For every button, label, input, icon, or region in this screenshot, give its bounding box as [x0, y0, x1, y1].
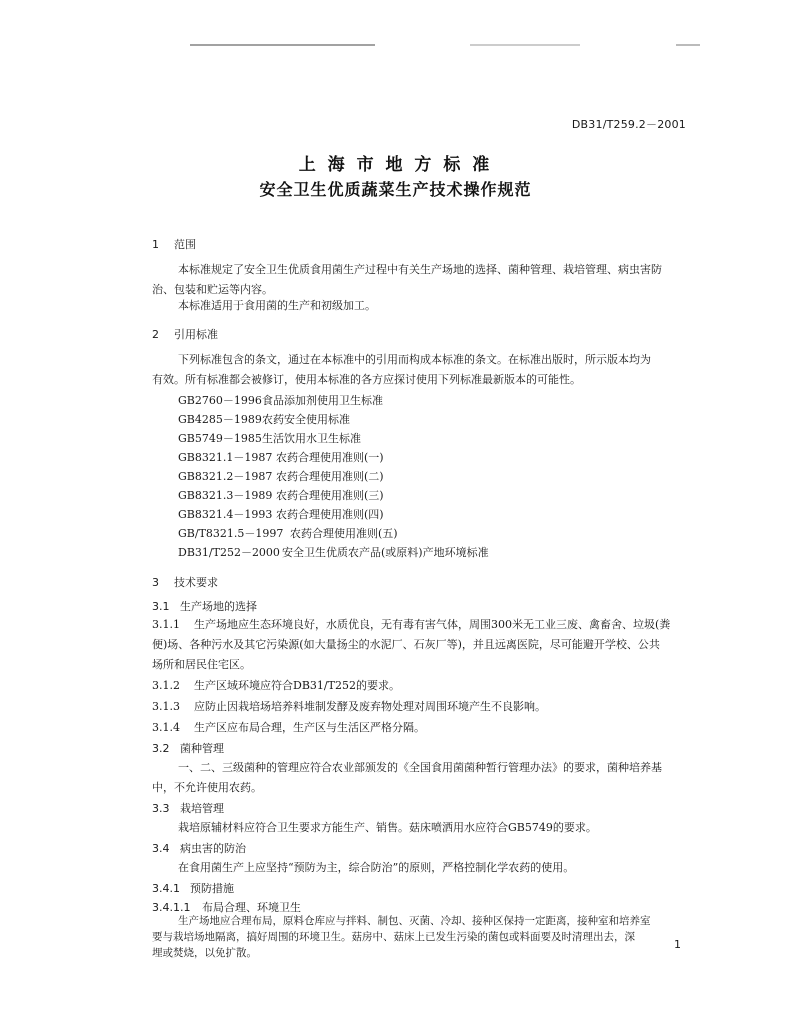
- reference-item: GB5749－1985生活饮用水卫生标准: [178, 432, 361, 445]
- section-3-2-heading: 3.2 菌种管理: [152, 742, 224, 755]
- section-3-1-1-line-2: 便)场、各种污水及其它污染源(如大量扬尘的水泥厂、石灰厂等)，并且远离医院，尽可能避开学校、公共: [152, 638, 660, 651]
- section-3-1-1-line-3: 场所和居民住宅区。: [152, 658, 251, 671]
- section-3-2-line-2: 中，不允许使用农药。: [152, 781, 262, 794]
- section-1-para-1-line-1: 本标准规定了安全卫生优质食用菌生产过程中有关生产场地的选择、菌种管理、栽培管理、病虫害防: [178, 263, 662, 276]
- scan-artifact-line: [676, 44, 700, 46]
- section-3-4-1-1-line-1: 生产场地应合理布局，原料仓库应与拌料、制包、灭菌、冷却、接种区保持一定距离，接种室和培养室: [178, 915, 651, 927]
- reference-item: GB4285－1989农药安全使用标准: [178, 413, 350, 426]
- reference-item: DB31/T252－2000 安全卫生优质农产品(或原料)产地环境标准: [178, 546, 489, 559]
- section-2-intro-line-1: 下列标准包含的条文，通过在本标准中的引用而构成本标准的条文。在标准出版时，所示版本均为: [178, 353, 651, 366]
- reference-item: GB8321.3－1989 农药合理使用准则(三): [178, 489, 384, 502]
- section-3-4-1-1-heading: 3.4.1.1 布局合理、环境卫生: [152, 901, 301, 914]
- section-2-intro-line-2: 有效。所有标准都会被修订，使用本标准的各方应探讨使用下列标准最新版本的可能性。: [152, 373, 581, 386]
- reference-item: GB8321.4－1993 农药合理使用准则(四): [178, 508, 384, 521]
- section-3-1-1-line-1: 3.1.1 生产场地应生态环境良好，水质优良，无有毒有害气体，周围300米无工业三废、禽畜舍、垃圾(粪: [152, 618, 671, 631]
- section-3-4-text: 在食用菌生产上应坚持“预防为主，综合防治”的原则，严格控制化学农药的使用。: [178, 861, 575, 874]
- section-3-4-1-heading: 3.4.1 预防措施: [152, 882, 234, 895]
- reference-item: GB8321.2－1987 农药合理使用准则(二): [178, 470, 384, 483]
- standard-title: 安全卫生优质蔬菜生产技术操作规范: [259, 180, 532, 199]
- section-3-1-heading: 3.1 生产场地的选择: [152, 600, 257, 613]
- section-3-1-2: 3.1.2 生产区域环境应符合DB31/T252的要求。: [152, 679, 400, 692]
- section-3-3-heading: 3.3 栽培管理: [152, 802, 224, 815]
- section-3-3-text: 栽培原辅材料应符合卫生要求方能生产、销售。菇床喷洒用水应符合GB5749的要求。: [178, 821, 597, 834]
- section-2-heading: 2 引用标准: [152, 328, 218, 341]
- reference-item: GB2760－1996食品添加剂使用卫生标准: [178, 394, 383, 407]
- document-number: DB31/T259.2－2001: [571, 118, 686, 131]
- section-3-4-heading: 3.4 病虫害的防治: [152, 842, 246, 855]
- page-number: 1: [674, 938, 681, 951]
- scan-artifact-line: [190, 44, 375, 46]
- section-3-1-4: 3.1.4 生产区应布局合理，生产区与生活区严格分隔。: [152, 721, 425, 734]
- section-1-para-2: 本标准适用于食用菌的生产和初级加工。: [178, 299, 376, 312]
- section-1-heading: 1 范围: [152, 238, 196, 251]
- section-3-heading: 3 技术要求: [152, 576, 218, 589]
- reference-item: GB/T8321.5－1997 农药合理使用准则(五): [178, 527, 398, 540]
- standard-authority-title: 上 海 市 地 方 标 准: [298, 155, 493, 175]
- scan-artifact-line: [470, 44, 580, 46]
- section-3-2-line-1: 一、二、三级菌种的管理应符合农业部颁发的《全国食用菌菌种暂行管理办法》的要求，菌种培养基: [178, 761, 662, 774]
- section-3-4-1-1-line-2: 要与栽培场地隔离，搞好周围的环境卫生。菇房中、菇床上已发生污染的菌包或料面要及时清理出去，深: [152, 931, 635, 943]
- reference-item: GB8321.1－1987 农药合理使用准则(一): [178, 451, 384, 464]
- section-3-1-3: 3.1.3 应防止因栽培场培养料堆制发酵及废弃物处理对周围环境产生不良影响。: [152, 700, 546, 713]
- section-1-para-1-line-2: 治、包装和贮运等内容。: [152, 283, 273, 296]
- section-3-4-1-1-line-3: 埋或焚烧，以免扩散。: [152, 947, 257, 959]
